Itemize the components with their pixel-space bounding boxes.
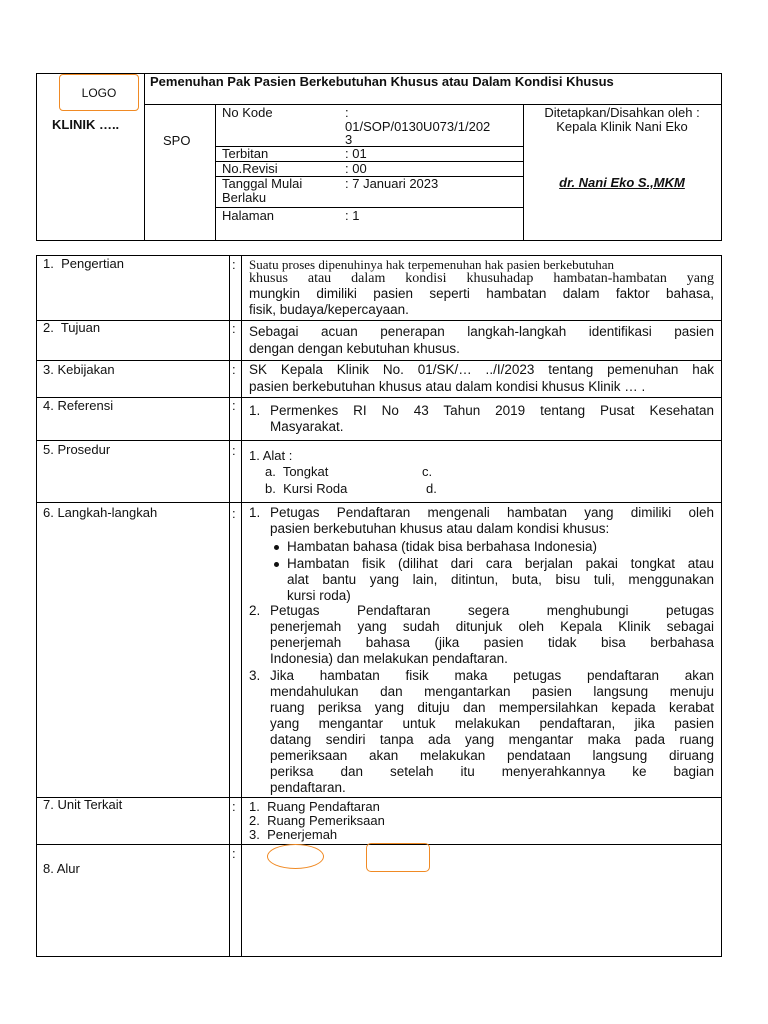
tujuan-line-1: Sebagai acuan penerapan langkah-langkah identifikasi pasien: [249, 324, 714, 339]
step3-line-2: mendahulukan dan mengantarkan pasien langsung menuju: [270, 684, 714, 699]
step3-line-4: yang mengantar untuk melakukan pendaftaran, jika pasien: [270, 716, 714, 731]
pengertian-line-4: fisik, budaya/kepercayaan.: [249, 302, 409, 317]
step1-line-2: pasien berkebutuhan khusus atau dalam kondisi khusus:: [270, 521, 610, 536]
referensi-line-1: Permenkes RI No 43 Tahun 2019 tentang Pusat Kesehatan: [270, 403, 714, 418]
prosedur-label: 5. Prosedur: [43, 442, 111, 457]
prosedur-alat: 1. Alat :: [249, 448, 293, 463]
step2-line-3: penerjemah bahasa (jika pasien tidak bisa berbahasa: [270, 635, 714, 650]
step3-line-6: pemeriksaan akan melakukan pendataan langsung diruang: [270, 748, 714, 763]
tujuan-label: 2. Tujuan: [43, 320, 101, 335]
colon-1: :: [232, 257, 236, 272]
colon-5: :: [232, 443, 236, 458]
colon-8: :: [232, 846, 236, 861]
flowchart-oval-shape: [267, 844, 324, 869]
step2-line-1: Petugas Pendaftaran segera menghubungi petugas: [270, 603, 714, 618]
bullet-dot-2: [274, 562, 279, 567]
step1-num: 1.: [249, 505, 261, 520]
unit-item-2: 2. Ruang Pemeriksaan: [249, 813, 385, 828]
pengertian-label: 1. Pengertian: [43, 256, 124, 271]
prosedur-item-b: b. Kursi Roda: [265, 481, 348, 496]
no-kode-label: No Kode: [222, 105, 273, 120]
step2-line-4: Indonesia) dan melakukan pendaftaran.: [270, 651, 508, 666]
step3-num: 3.: [249, 668, 261, 683]
halaman-value: : 1: [345, 208, 360, 223]
referensi-num: 1.: [249, 403, 261, 418]
step1-line-1: Petugas Pendaftaran mengenali hambatan yang dimiliki oleh: [270, 505, 714, 520]
step3-line-7: periksa dan setelah itu menyerahkannya ke bagian: [270, 764, 714, 779]
step3-line-1: Jika hambatan fisik maka petugas pendaftaran akan: [270, 668, 714, 683]
revisi-value: : 00: [345, 161, 367, 176]
step1-bullet-2-line-3: kursi roda): [287, 588, 351, 603]
step1-bullet-2-line-1: Hambatan fisik (dilihat dari cara berjalan pakai tongkat atau: [287, 556, 714, 571]
bullet-dot-1: [274, 545, 279, 550]
tanggal-label-1: Tanggal Mulai: [222, 176, 303, 191]
revisi-label: No.Revisi: [222, 161, 278, 176]
kebijakan-label: 3. Kebijakan: [43, 362, 115, 377]
clinic-name: KLINIK …..: [52, 117, 120, 132]
pengertian-line-3: mungkin dimiliki pasien seperti hambatan dalam faktor bahasa,: [249, 286, 714, 301]
logo-text: LOGO: [81, 85, 117, 100]
colon-3: :: [232, 362, 236, 377]
tujuan-line-2: dengan dengan kebutuhan khusus.: [249, 341, 460, 356]
colon-6: :: [232, 506, 236, 521]
approval-line-2: Kepala Klinik Nani Eko: [556, 119, 688, 134]
step1-bullet-2-line-2: alat bantu yang lain, ditintun, buta, bisu tuli, menggunakan: [287, 572, 714, 587]
step1-bullet-1: Hambatan bahasa (tidak bisa berbahasa Indonesia): [287, 539, 597, 554]
approval-line-1: Ditetapkan/Disahkan oleh :: [544, 105, 700, 120]
logo-placeholder: [59, 74, 139, 111]
tanggal-value: : 7 Januari 2023: [345, 176, 439, 191]
prosedur-item-d: d.: [426, 481, 437, 496]
tanggal-label-2: Berlaku: [222, 190, 267, 205]
document-title: Pemenuhan Pak Pasien Berkebutuhan Khusus atau Dalam Kondisi Khusus: [150, 74, 614, 89]
langkah-label: 6. Langkah-langkah: [43, 505, 158, 520]
no-kode-value-2: 01/SOP/0130U073/1/202: [345, 119, 491, 134]
unit-item-3: 3. Penerjemah: [249, 827, 338, 842]
kebijakan-line-2: pasien berkebutuhan khusus atau dalam kondisi khusus Klinik … .: [249, 379, 646, 394]
no-kode-value-3: 3: [345, 132, 353, 147]
unit-label: 7. Unit Terkait: [43, 797, 123, 812]
alur-label: 8. Alur: [43, 861, 80, 876]
prosedur-item-c: c.: [422, 464, 433, 479]
pengertian-line-2: khusus atau dalam kondisi khusuhadap hambatan-hambatan yang: [249, 271, 714, 286]
signer-name: dr. Nani Eko S.,MKM: [559, 175, 685, 190]
colon-4: :: [232, 398, 236, 413]
prosedur-item-a: a. Tongkat: [265, 464, 329, 479]
kebijakan-line-1: SK Kepala Klinik No. 01/SK/… ../I/2023 tentang pemenuhan hak: [249, 362, 714, 377]
step3-line-3: ruang periksa yang dituju dan mempersilahkan kepada kerabat: [270, 700, 714, 715]
spo-label: SPO: [163, 133, 191, 148]
colon-2: :: [232, 321, 236, 336]
flowchart-process-box: [366, 843, 430, 872]
step2-line-2: penerjemah yang sudah ditunjuk oleh Kepala Klinik sebagai: [270, 619, 714, 634]
step3-line-8: pendaftaran.: [270, 780, 346, 795]
colon-7: :: [232, 799, 236, 814]
no-kode-value-1: :: [345, 105, 349, 120]
halaman-label: Halaman: [222, 208, 275, 223]
pengertian-line-1: Suatu proses dipenuhinya hak terpemenuhan hak pasien berkebutuhan: [249, 257, 614, 272]
unit-item-1: 1. Ruang Pendaftaran: [249, 799, 380, 814]
referensi-label: 4. Referensi: [43, 398, 114, 413]
terbitan-value: : 01: [345, 146, 367, 161]
step2-num: 2.: [249, 603, 261, 618]
terbitan-label: Terbitan: [222, 146, 269, 161]
referensi-line-2: Masyarakat.: [270, 419, 344, 434]
step3-line-5: datang sendiri tanpa ada yang mengantar maka pada ruang: [270, 732, 714, 747]
